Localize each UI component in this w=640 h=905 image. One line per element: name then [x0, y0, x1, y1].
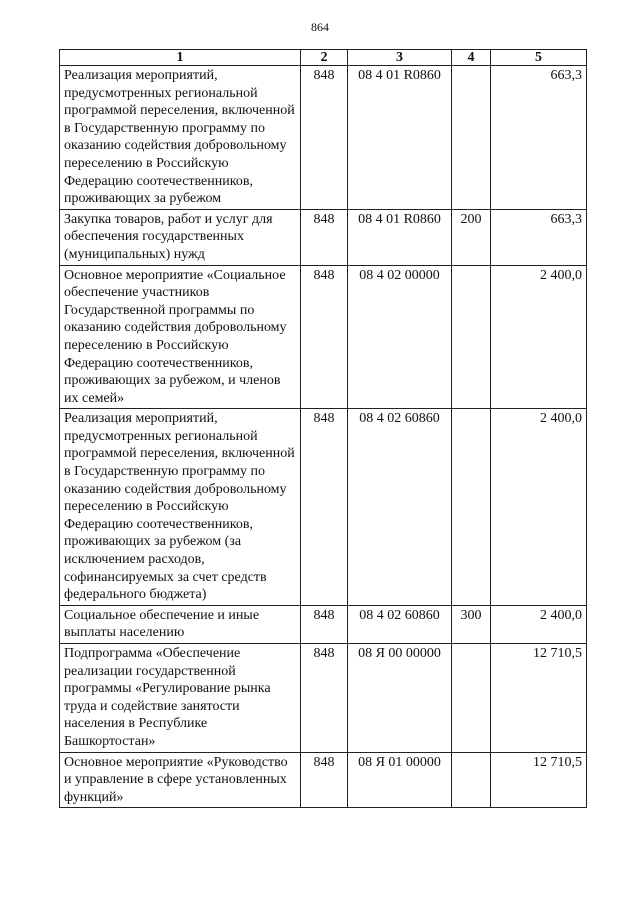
row-expense-type [452, 66, 491, 210]
row-expense-type: 200 [452, 209, 491, 265]
row-expense-type: 300 [452, 605, 491, 643]
row-code: 848 [301, 209, 348, 265]
budget-table [59, 49, 587, 808]
row-code: 848 [301, 752, 348, 808]
row-code: 848 [301, 605, 348, 643]
row-name: Подпрограмма «Обеспечение реализации государственной программы «Регулирование рынка труда и содействие занятости населения в Республике Башкортостан» [60, 644, 301, 753]
row-target-article: 08 4 01 R0860 [348, 66, 452, 210]
row-target-article: 08 4 02 60860 [348, 605, 452, 643]
row-name: Основное мероприятие «Социальное обеспечение участников Государственной программы по оказанию содействия добровольному переселению в Российскую Федерацию соотечественников, проживающих за рубежом, и членов их семей» [60, 265, 301, 409]
row-amount: 2 400,0 [491, 265, 587, 409]
row-amount: 663,3 [491, 209, 587, 265]
row-target-article: 08 Я 01 00000 [348, 752, 452, 808]
row-target-article: 08 4 02 60860 [348, 409, 452, 606]
row-amount: 2 400,0 [491, 409, 587, 606]
row-expense-type [452, 752, 491, 808]
row-code: 848 [301, 265, 348, 409]
row-code: 848 [301, 409, 348, 606]
row-name: Реализация мероприятий, предусмотренных региональной программой переселения, включенной в Государственную программу по оказанию содействия добровольному переселению в Российскую Федерацию соотечественников, проживающих за рубежом (за исключением расходов, софинансируемых за счет средств федерального бюджета) [60, 409, 301, 606]
column-header-3: 3 [348, 50, 452, 66]
row-expense-type [452, 644, 491, 753]
row-target-article: 08 Я 00 00000 [348, 644, 452, 753]
row-amount: 12 710,5 [491, 752, 587, 808]
table-row [60, 644, 587, 753]
row-amount: 12 710,5 [491, 644, 587, 753]
row-expense-type [452, 409, 491, 606]
row-code: 848 [301, 66, 348, 210]
column-header-5: 5 [491, 50, 587, 66]
table-row [60, 66, 587, 210]
row-target-article: 08 4 01 R0860 [348, 209, 452, 265]
row-name: Социальное обеспечение и иные выплаты населению [60, 605, 301, 643]
row-code: 848 [301, 644, 348, 753]
row-target-article: 08 4 02 00000 [348, 265, 452, 409]
row-name: Основное мероприятие «Руководство и управление в сфере установленных функций» [60, 752, 301, 808]
row-name: Закупка товаров, работ и услуг для обеспечения государственных (муниципальных) нужд [60, 209, 301, 265]
table-row [60, 605, 587, 643]
row-expense-type [452, 265, 491, 409]
page-number: 864 [311, 20, 329, 34]
table-header-row [60, 50, 587, 66]
table-row [60, 209, 587, 265]
row-amount: 2 400,0 [491, 605, 587, 643]
row-name: Реализация мероприятий, предусмотренных региональной программой переселения, включенной в Государственную программу по оказанию содействия добровольному переселению в Российскую Федерацию соотечественников, проживающих за рубежом [60, 66, 301, 210]
table-row [60, 752, 587, 808]
column-header-4: 4 [452, 50, 491, 66]
table-row [60, 265, 587, 409]
table-row [60, 409, 587, 606]
row-amount: 663,3 [491, 66, 587, 210]
column-header-2: 2 [301, 50, 348, 66]
column-header-1: 1 [60, 50, 301, 66]
